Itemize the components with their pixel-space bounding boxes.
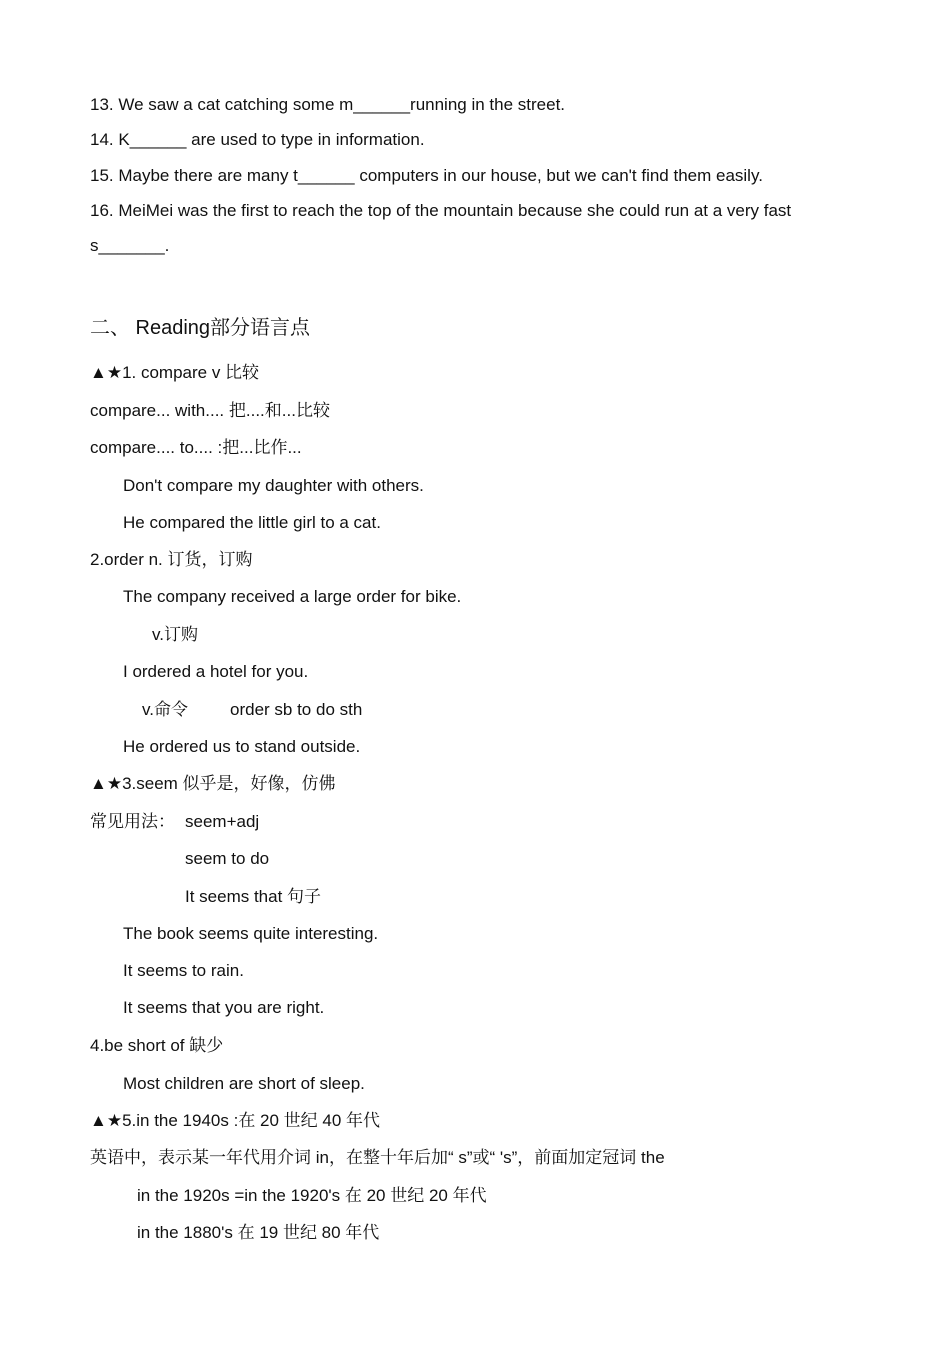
compare-example-1: Don't compare my daughter with others. (123, 476, 424, 495)
short-of-title: 4.be short of 缺少 (90, 1036, 224, 1055)
order-example-2: I ordered a hotel for you. (123, 662, 309, 681)
compare-example-2: He compared the little girl to a cat. (123, 513, 381, 532)
compare-with-usage: compare... with.... 把....和...比较 (90, 401, 330, 420)
seem-title: ▲★3.seem 似乎是，好像，仿佛 (90, 774, 336, 793)
decade-example-2: in the 1880's 在 19 世纪 80 年代 (137, 1223, 380, 1242)
seem-usage-3: It seems that 句子 (185, 887, 322, 906)
order-example-1: The company received a large order for bike. (123, 587, 462, 606)
seem-example-2: It seems to rain. (123, 961, 244, 980)
seem-usage-2: seem to do (185, 849, 270, 868)
compare-to-usage: compare.... to.... :把...比作... (90, 438, 302, 457)
order-verb-1: v.订购 (152, 625, 198, 644)
seem-example-3: It seems that you are right. (123, 998, 325, 1017)
order-verb-2-usage: order sb to do sth (230, 700, 363, 719)
exercise-16-continued: s_______. (90, 236, 170, 255)
short-of-example: Most children are short of sleep. (123, 1074, 365, 1093)
seem-usage-label: 常见用法： (90, 812, 175, 831)
exercise-14: 14. K______ are used to type in information. (90, 130, 425, 149)
decade-title: ▲★5.in the 1940s :在 20 世纪 40 年代 (90, 1111, 381, 1130)
exercise-15: 15. Maybe there are many t______ computers in our house, but we can't find them easily. (90, 166, 763, 185)
decade-example-1: in the 1920s =in the 1920's 在 20 世纪 20 年代 (137, 1186, 487, 1205)
seem-usage-1: seem+adj (185, 812, 260, 831)
seem-example-1: The book seems quite interesting. (123, 924, 379, 943)
decade-rule: 英语中，表示某一年代用介词 in，在整十年后加“ s”或“ 's”，前面加定冠词 the (90, 1148, 665, 1167)
section-heading: 二、 Reading部分语言点 (90, 317, 311, 339)
order-example-3: He ordered us to stand outside. (123, 737, 361, 756)
exercise-16: 16. MeiMei was the first to reach the top of the mountain because she could run at a very fast (90, 201, 792, 220)
compare-title: ▲★1. compare v 比较 (90, 363, 260, 382)
exercise-13: 13. We saw a cat catching some m______running in the street. (90, 95, 566, 114)
order-verb-2: v.命令 (142, 700, 188, 719)
order-title: 2.order n. 订货，订购 (90, 550, 253, 569)
